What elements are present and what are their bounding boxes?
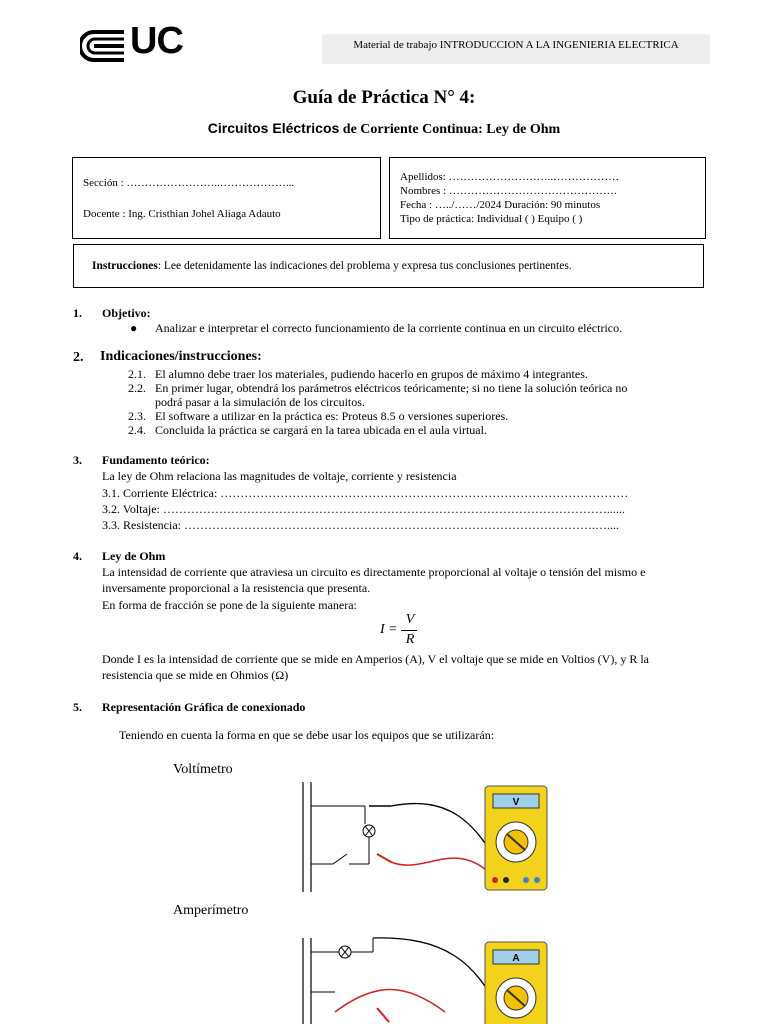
s2-item-4: Concluida la práctica se cargará en la tarea ubicada en el aula virtual. xyxy=(155,423,487,437)
instructions-line xyxy=(92,260,572,272)
amperimetro-label: Amperímetro xyxy=(173,903,249,918)
info-box-right xyxy=(389,157,706,239)
s3-line-1: La ley de Ohm relaciona las magnitudes de voltaje, corriente y resistencia xyxy=(102,469,457,483)
nombres-line: Nombres : ………………………………………. xyxy=(400,185,617,197)
uc-logo-mark xyxy=(80,28,128,64)
docente-line: Docente : Ing. Cristhian Johel Aliaga Adauto xyxy=(83,208,281,220)
s4-after-2: resistencia que se mide en Ohmios (Ω) xyxy=(102,668,289,682)
s2-item-2: En primer lugar, obtendrá los parámetros eléctricos teóricamente; si no tiene la solución teórica no xyxy=(155,381,628,395)
s4-title: Ley de Ohm xyxy=(102,549,166,563)
subtitle-part1: Circuitos Eléctricos xyxy=(207,120,340,136)
s1-bullet-text: Analizar e interpretar el correcto funcionamiento de la corriente continua en un circuito eléctrico. xyxy=(155,321,623,335)
s1-title: Objetivo: xyxy=(102,306,151,320)
logo-text: UC xyxy=(130,20,183,62)
s2-item-num-4: 2.4. xyxy=(128,423,146,437)
formula-lhs: I = xyxy=(380,622,398,637)
switch-icon xyxy=(333,854,347,864)
meter-a-label: A xyxy=(512,953,520,964)
instructions-label: Instrucciones xyxy=(92,260,158,272)
s1-number: 1. xyxy=(73,306,82,320)
tipo-line: Tipo de práctica: Individual ( ) Equipo ( ) xyxy=(400,213,583,225)
formula-denominator: R xyxy=(405,632,415,647)
instructions-box xyxy=(73,244,704,288)
s4-line-2: inversamente proporcional a la resistencia que presenta. xyxy=(102,581,371,595)
s2-item-1: El alumno debe traer los materiales, pudiendo hacerlo en grupos de máximo 4 integrantes. xyxy=(155,367,588,381)
s4-line-3: En forma de fracción se pone de la siguiente manera: xyxy=(102,598,357,612)
s2-item-num-3: 2.3. xyxy=(128,409,146,423)
s2-title: Indicaciones/instrucciones: xyxy=(100,349,262,364)
page-subtitle xyxy=(0,120,768,138)
s2-number: 2. xyxy=(73,350,84,365)
s4-line-1: La intensidad de corriente que atraviesa un circuito es directamente proporcional al voltaje o tensión del mismo e xyxy=(102,565,646,579)
material-header: Material de trabajo INTRODUCCION A LA INGENIERIA ELECTRICA xyxy=(322,34,710,64)
s3-line-3: 3.2. Voltaje: …………………………………………………………………………………………………...... xyxy=(102,502,625,516)
meter-v-label: V xyxy=(512,797,520,808)
s2-item-2-cont: podrá pasar a la simulación de los circuitos. xyxy=(155,395,365,409)
apellidos-line: Apellidos: ………………………..……………… xyxy=(400,171,620,183)
fecha-line: Fecha : …../……/2024 Duración: 90 minutos xyxy=(400,199,601,211)
s2-item-num-2: 2.2. xyxy=(128,381,146,395)
formula-numerator: V xyxy=(405,612,415,627)
s3-title: Fundamento teórico: xyxy=(102,453,210,467)
instructions-text: : Lee detenidamente las indicaciones del problema y expresa tus conclusiones pertinentes. xyxy=(157,260,572,272)
s2-item-num-1: 2.1. xyxy=(128,367,146,381)
s3-number: 3. xyxy=(73,453,82,467)
s5-number: 5. xyxy=(73,700,82,714)
s5-intro: Teniendo en cuenta la forma en que se debe usar los equipos que se utilizarán: xyxy=(119,728,495,742)
s3-line-2: 3.1. Corriente Eléctrica: ………………………………………………………………………………………… xyxy=(102,486,629,500)
uc-logo xyxy=(80,20,200,64)
s3-line-4: 3.3. Resistencia: ………………………………………………………………………………………….….... xyxy=(102,518,619,532)
ammeter-diagram xyxy=(295,932,557,1024)
s4-number: 4. xyxy=(73,549,82,563)
voltimetro-label: Voltímetro xyxy=(173,762,233,777)
formula-bar xyxy=(401,630,417,631)
seccion-line: Sección : ……………………..………………... xyxy=(83,177,295,189)
subtitle-part2: de Corriente Continua: Ley de Ohm xyxy=(342,122,561,137)
page-title: Guía de Práctica N° 4: xyxy=(292,87,476,108)
s5-title: Representación Gráfica de conexionado xyxy=(102,700,306,714)
s4-after-1: Donde I es la intensidad de corriente que se mide en Amperios (A), V el voltaje que se mide en Voltios (V), y R la xyxy=(102,652,649,666)
info-box-left xyxy=(72,157,381,239)
voltmeter-diagram xyxy=(295,776,557,896)
s1-bullet-dot: ● xyxy=(130,321,138,335)
s2-item-3: El software a utilizar en la práctica es: Proteus 8.5 o versiones superiores. xyxy=(155,409,509,423)
